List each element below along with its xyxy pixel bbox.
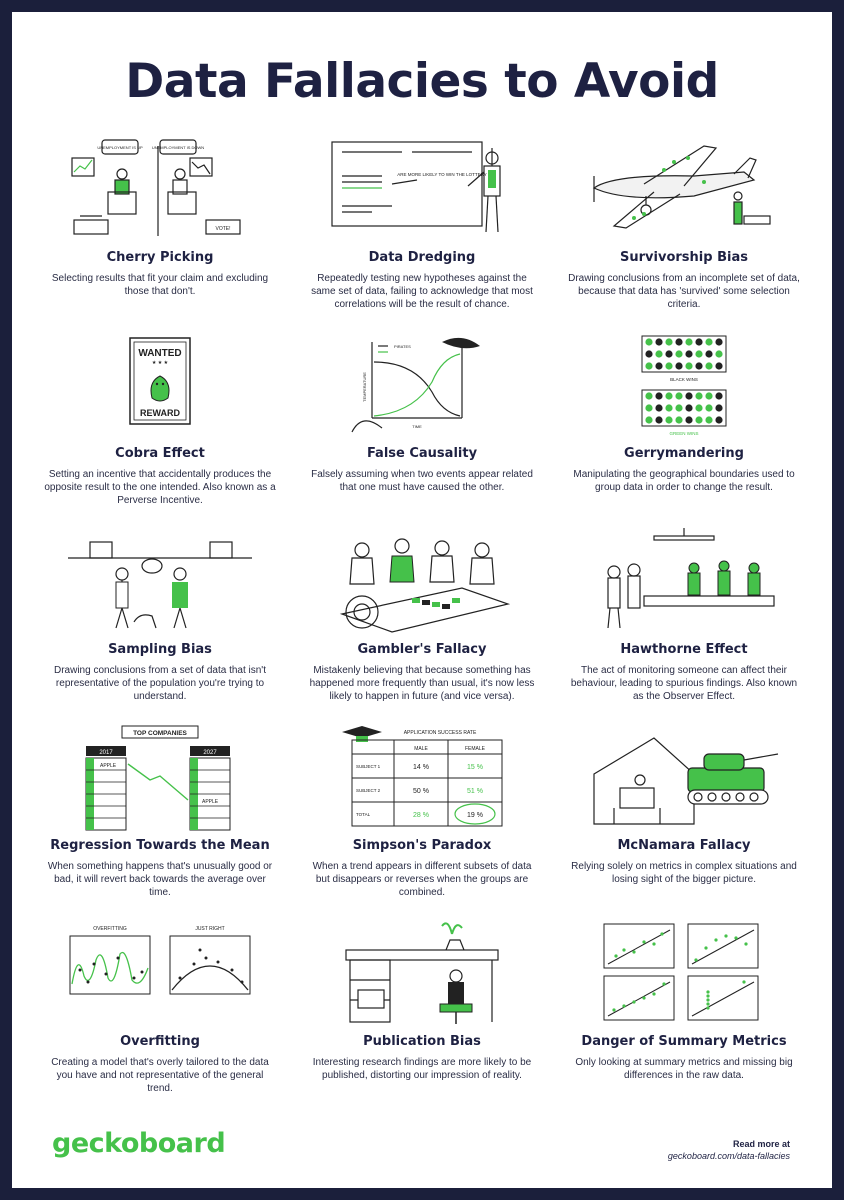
poster	[12, 12, 832, 1188]
fallacy-card-gamblers-fallacy	[302, 528, 542, 724]
voter-dot	[705, 392, 712, 399]
damaged-plane-icon	[584, 136, 784, 244]
voter-dot	[665, 392, 672, 399]
card-title: Gerrymandering	[624, 446, 744, 461]
overfit-label-b: JUST RIGHT	[195, 926, 225, 932]
voter-dot	[695, 362, 702, 369]
fallacy-card-hawthorne-effect	[564, 528, 804, 724]
voter-dot	[665, 416, 672, 423]
voter-dot	[695, 350, 702, 357]
fallacy-card-data-dredging	[302, 136, 542, 332]
card-description: The act of monitoring someone can affect their behaviour, leading to spurious findings. Also known as the Observer Effect.	[570, 665, 798, 702]
voter-dot	[655, 404, 662, 411]
fallacy-card-publication-bias	[302, 920, 542, 1116]
causality-label-pirates: PIRATES	[394, 344, 411, 349]
fallacy-card-false-causality	[302, 332, 542, 528]
card-description: Manipulating the geographical boundaries used to group data in order to change the result.	[573, 469, 795, 493]
card-title: Cobra Effect	[115, 446, 205, 461]
correlation-chart-icon	[322, 332, 522, 440]
regression-year-b: 2027	[203, 750, 217, 756]
card-description: When a trend appears in different subsets of data but disappears or reverses when the groups are combined.	[312, 861, 532, 898]
voter-dot	[715, 416, 722, 423]
card-title: McNamara Fallacy	[617, 838, 751, 853]
read-more-block	[668, 1138, 790, 1162]
fallacy-card-summary-metrics	[564, 920, 804, 1116]
fallacy-card-gerrymandering	[564, 332, 804, 528]
causality-label-time: TIME	[412, 424, 422, 429]
voter-dot	[705, 404, 712, 411]
district-grid-icon	[584, 332, 784, 440]
factory-workers-icon	[584, 528, 784, 636]
voter-dot	[665, 338, 672, 345]
voter-dot	[655, 338, 662, 345]
voter-dot	[655, 416, 662, 423]
contingency-table-icon	[322, 724, 522, 832]
card-title: Hawthorne Effect	[620, 642, 748, 657]
causality-label-temp: TEMPERATURE	[362, 372, 367, 402]
cherry-label-up: UNEMPLOYMENT IS UP	[97, 145, 143, 150]
voter-dot	[645, 350, 652, 357]
voter-dot	[675, 338, 682, 345]
voter-dot	[685, 404, 692, 411]
voter-dot	[685, 392, 692, 399]
simpson-f2: 51 %	[467, 788, 483, 795]
gerry-label-black: BLACK WINS	[670, 377, 698, 382]
voter-dot	[675, 392, 682, 399]
card-title: False Causality	[366, 446, 478, 461]
voter-dot	[655, 392, 662, 399]
simpson-f1: 15 %	[467, 764, 483, 771]
voter-dot	[665, 404, 672, 411]
svg-text:★ ★ ★: ★ ★ ★	[151, 360, 169, 366]
fallacy-card-sampling-bias	[40, 528, 280, 724]
voter-dot	[715, 362, 722, 369]
voter-dot	[715, 350, 722, 357]
overfit-label-a: OVERFITTING	[93, 926, 127, 932]
regression-apple-b: APPLE	[202, 799, 219, 805]
card-description: Setting an incentive that accidentally produces the opposite result to the one intended. Also known as a Perverse Incentive.	[44, 469, 276, 506]
card-description: Drawing conclusions from an incomplete set of data, because that data has 'survived' some selection criteria.	[568, 273, 800, 310]
simpson-f3: 19 %	[467, 812, 483, 819]
card-title: Publication Bias	[363, 1034, 481, 1049]
gerry-label-green: GREEN WINS	[669, 431, 699, 436]
voter-dot	[685, 416, 692, 423]
card-title: Danger of Summary Metrics	[581, 1034, 787, 1049]
card-title: Sampling Bias	[108, 642, 212, 657]
card-title: Cherry Picking	[106, 250, 214, 265]
voter-dot	[695, 392, 702, 399]
card-description: Selecting results that fit your claim and excluding those that don't.	[51, 273, 269, 297]
voter-dot	[645, 362, 652, 369]
card-title: Data Dredging	[368, 250, 476, 265]
voter-dot	[655, 350, 662, 357]
voter-dot	[675, 404, 682, 411]
card-description: Falsely assuming when two events appear related that one must have caused the other.	[311, 469, 533, 493]
cherry-label-vote: VOTE!	[215, 226, 231, 232]
simpson-m2: 50 %	[413, 788, 429, 795]
card-description: Mistakenly believing that because something has happened more frequently than usual, it's now less likely to happen in future (and vice versa).	[309, 665, 535, 702]
card-description: When something happens that's unusually good or bad, it will revert back towards the average over time.	[47, 861, 273, 898]
card-description: Only looking at summary metrics and missing big differences in the raw data.	[575, 1057, 793, 1081]
voter-dot	[685, 338, 692, 345]
card-title: Simpson's Paradox	[352, 838, 492, 853]
regression-heading: TOP COMPANIES	[133, 730, 187, 737]
card-description: Drawing conclusions from a set of data that isn't representative of the population you're trying to understand.	[53, 665, 266, 702]
card-description: Repeatedly testing new hypotheses against the same set of data, failing to acknowledge that most correlations will be the result of chance.	[311, 273, 533, 310]
simpson-subj1: SUBJECT 1	[356, 764, 381, 769]
voter-dot	[645, 416, 652, 423]
voter-dot	[705, 350, 712, 357]
wanted-poster-icon	[60, 332, 260, 440]
voter-dot	[665, 350, 672, 357]
simpson-heading: APPLICATION SUCCESS RATE	[403, 730, 477, 736]
voter-dot	[695, 416, 702, 423]
podium-debate-icon	[60, 136, 260, 244]
simpson-male: MALE	[414, 746, 428, 752]
voter-dot	[665, 362, 672, 369]
curve-fit-icon	[60, 920, 260, 1028]
simpson-m1: 14 %	[413, 764, 429, 771]
voter-dot	[715, 404, 722, 411]
read-more-link[interactable]: geckoboard.com/data-fallacies	[667, 1151, 790, 1161]
cobra-wanted: WANTED	[138, 348, 182, 359]
simpson-m3: 28 %	[413, 812, 429, 819]
regression-apple-a: APPLE	[100, 763, 117, 769]
voter-dot	[705, 362, 712, 369]
desk-researcher-icon	[322, 920, 522, 1028]
voter-dot	[645, 404, 652, 411]
card-description: Interesting research findings are more likely to be published, distorting our impression of reality.	[312, 1057, 532, 1081]
voter-dot	[655, 362, 662, 369]
voter-dot	[685, 362, 692, 369]
page-title: Data Fallacies to Avoid	[125, 54, 719, 109]
voter-dot	[645, 392, 652, 399]
voter-dot	[685, 350, 692, 357]
fallacy-card-cobra-effect	[40, 332, 280, 528]
simpson-subj2: SUBJECT 2	[356, 788, 381, 793]
card-title: Overfitting	[120, 1034, 200, 1049]
whiteboard-presenter-icon	[322, 136, 522, 244]
card-title: Gambler's Fallacy	[357, 642, 487, 657]
card-description: Creating a model that's overly tailored to the data you have and not representative of the general trend.	[51, 1057, 269, 1094]
simpson-total: TOTAL	[356, 812, 371, 817]
voter-dot	[675, 350, 682, 357]
voter-dot	[715, 392, 722, 399]
fallacy-card-survivorship-bias	[564, 136, 804, 332]
cobra-reward: REWARD	[140, 408, 180, 418]
simpson-female: FEMALE	[464, 746, 486, 752]
card-title: Regression Towards the Mean	[50, 838, 270, 853]
fallacy-grid	[40, 136, 804, 1116]
regression-year-a: 2017	[99, 750, 113, 756]
fallacy-card-mcnamara-fallacy	[564, 724, 804, 920]
street-survey-icon	[60, 528, 260, 636]
cherry-label-down: UNEMPLOYMENT IS DOWN	[151, 145, 205, 150]
dredging-label: ARE MORE LIKELY TO WIN THE LOTTERY	[397, 172, 487, 177]
geckoboard-logo[interactable]: geckoboard	[52, 1128, 226, 1159]
voter-dot	[675, 416, 682, 423]
card-description: Relying solely on metrics in complex situations and losing sight of the bigger picture.	[571, 861, 797, 885]
fallacy-card-simpsons-paradox	[302, 724, 542, 920]
voter-dot	[715, 338, 722, 345]
voter-dot	[645, 338, 652, 345]
voter-dot	[705, 338, 712, 345]
fallacy-card-cherry-picking	[40, 136, 280, 332]
voter-dot	[695, 338, 702, 345]
card-title: Survivorship Bias	[620, 250, 748, 265]
fallacy-card-overfitting	[40, 920, 280, 1116]
roulette-table-icon	[322, 528, 522, 636]
fallacy-card-regression-to-mean	[40, 724, 280, 920]
tank-tent-icon	[584, 724, 784, 832]
voter-dot	[695, 404, 702, 411]
voter-dot	[675, 362, 682, 369]
read-more-label: Read more at	[732, 1139, 790, 1149]
voter-dot	[705, 416, 712, 423]
ranking-list-icon	[60, 724, 260, 832]
scatter-quartet-icon	[584, 920, 784, 1028]
